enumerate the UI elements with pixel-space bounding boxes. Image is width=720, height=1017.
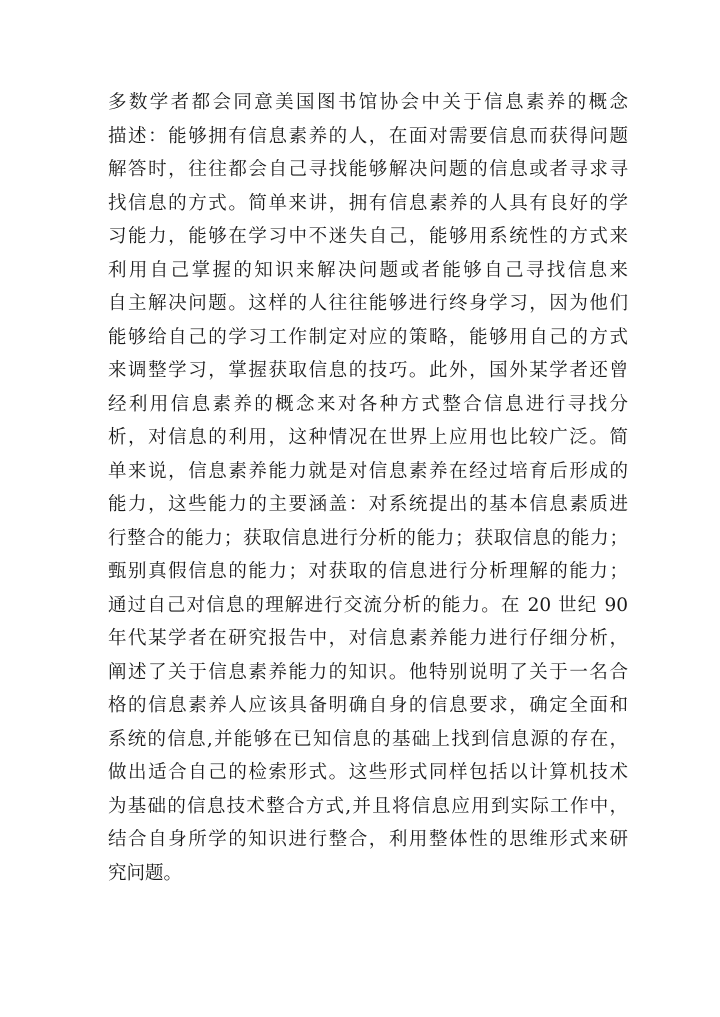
text-line: 单来说，信息素养能力就是对信息素养在经过培育后形成的 xyxy=(108,460,628,482)
text-line: 格的信息素养人应该具备明确自身的信息要求，确定全面和 xyxy=(108,695,628,716)
body-paragraph xyxy=(108,86,628,890)
text-line: 经利用信息素养的概念来对各种方式整合信息进行寻找分 xyxy=(108,393,628,415)
text-line: 解答时，往往都会自己寻找能够解决问题的信息或者寻求寻 xyxy=(108,159,628,180)
text-line: 行整合的能力；获取信息进行分析的能力；获取信息的能力； xyxy=(108,527,628,549)
text-line: 来调整学习，掌握获取信息的技巧。此外，国外某学者还曾 xyxy=(108,360,628,381)
text-line: 自主解决问题。这样的人往往能够进行终身学习，因为他们 xyxy=(108,293,628,314)
text-line: 做出适合自己的检索形式。这些形式同样包括以计算机技术 xyxy=(108,762,628,783)
text-line: 年代某学者在研究报告中，对信息素养能力进行仔细分析， xyxy=(108,628,628,649)
text-line: 能够给自己的学习工作制定对应的策略，能够用自己的方式 xyxy=(108,326,628,348)
text-line: 描述：能够拥有信息素养的人，在面对需要信息而获得问题 xyxy=(108,125,628,147)
text-line: 究问题。 xyxy=(108,862,183,884)
text-line: 甄别真假信息的能力；对获取的信息进行分析理解的能力； xyxy=(108,561,628,582)
text-line: 利用自己掌握的知识来解决问题或者能够自己寻找信息来 xyxy=(108,259,628,281)
text-line: 能力，这些能力的主要涵盖：对系统提出的基本信息素质进 xyxy=(108,494,628,515)
text-line: 阐述了关于信息素养能力的知识。他特别说明了关于一名合 xyxy=(108,661,628,683)
text-line: 多数学者都会同意美国图书馆协会中关于信息素养的概念 xyxy=(108,92,628,113)
text-line: 析，对信息的利用，这种情况在世界上应用也比较广泛。简 xyxy=(108,427,628,448)
text-line: 找信息的方式。简单来讲，拥有信息素养的人具有良好的学 xyxy=(108,192,628,214)
text-line: 结合自身所学的知识进行整合，利用整体性的思维形式来研 xyxy=(108,829,628,850)
text-line: 习能力，能够在学习中不迷失自己，能够用系统性的方式来 xyxy=(108,226,628,247)
text-line: 系统的信息,并能够在已知信息的基础上找到信息源的存在， xyxy=(108,728,628,750)
text-line: 通过自己对信息的理解进行交流分析的能力。在 20 世纪 90 xyxy=(108,594,628,616)
text-line: 为基础的信息技术整合方式,并且将信息应用到实际工作中， xyxy=(108,795,628,817)
